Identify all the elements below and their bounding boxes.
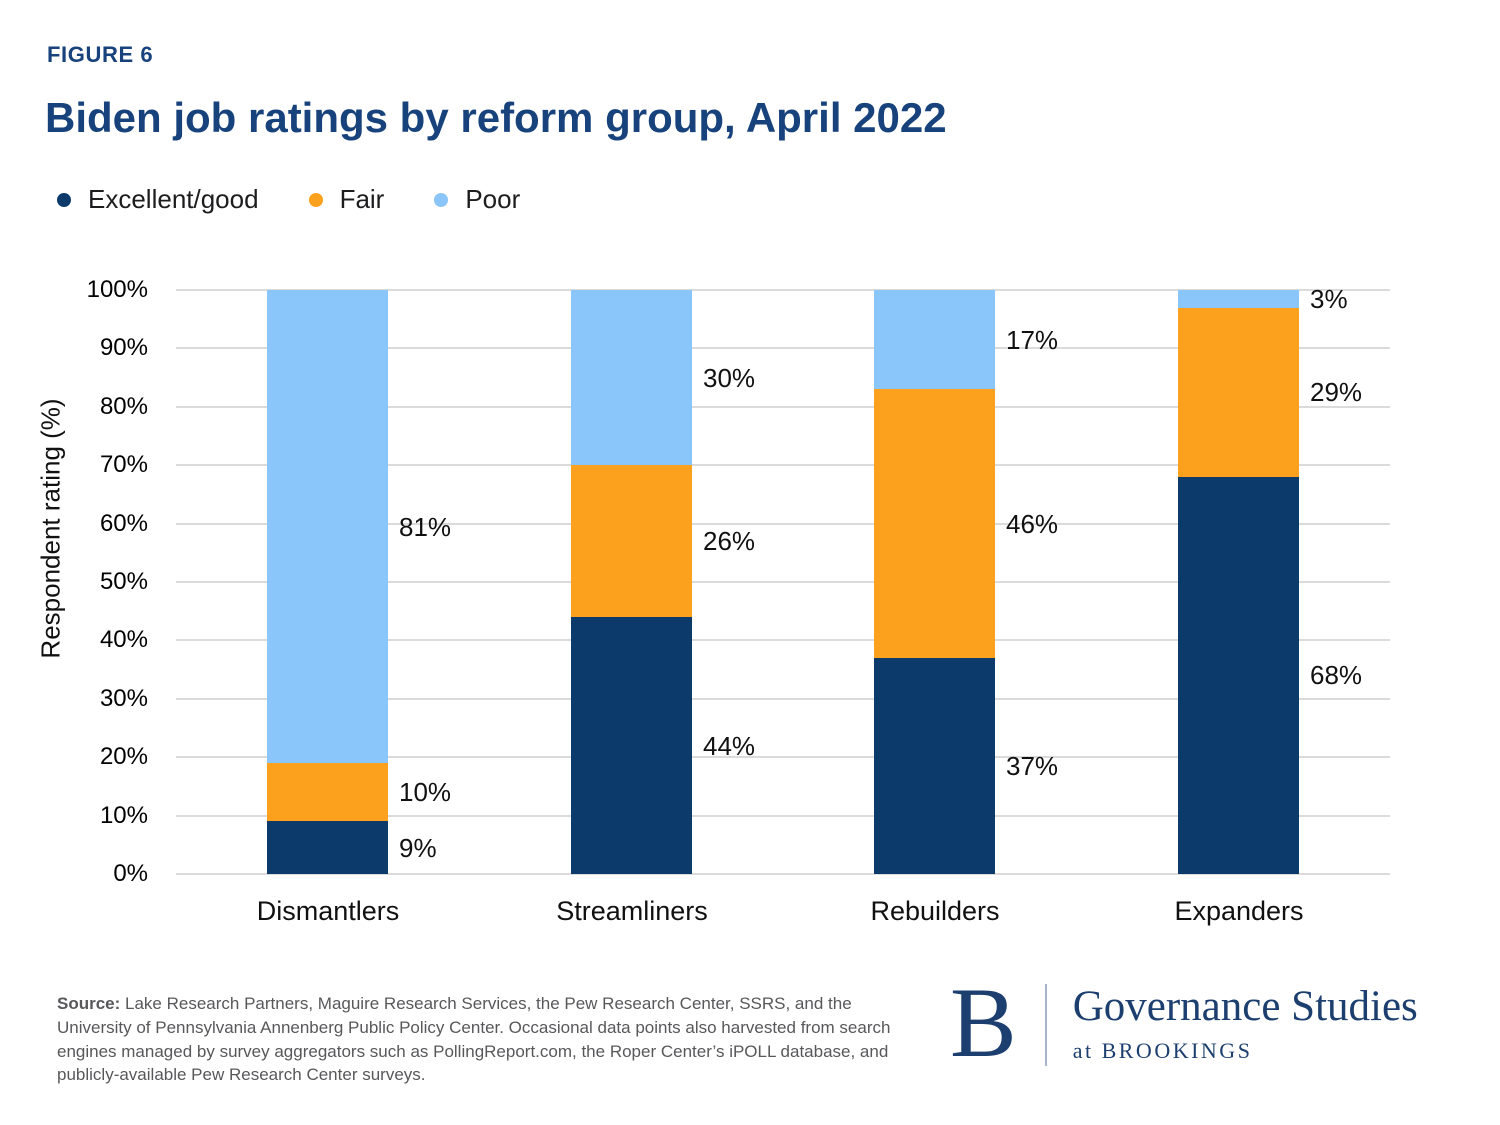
bar-value-label: 37% (1006, 751, 1059, 781)
legend-dot-icon (309, 193, 323, 207)
y-tick-label: 20% (99, 743, 148, 770)
legend-label: Fair (339, 184, 385, 214)
legend-label: Poor (465, 184, 521, 214)
brookings-b-logo: B (950, 967, 1017, 1078)
bar-segment (571, 290, 692, 465)
y-axis-title: Respondent rating (%) (35, 398, 66, 659)
bar-value-label: 44% (703, 731, 756, 761)
y-tick-label: 0% (113, 860, 148, 887)
bar-segment (267, 290, 388, 763)
bar-value-label: 3% (1310, 284, 1348, 314)
category-label: Dismantlers (256, 896, 400, 926)
legend-item (434, 184, 520, 215)
source-text: Lake Research Partners, Maguire Research Services, the Pew Research Center, SSRS, and the University of Pennsylvania Annenberg Public Policy Center. Occasional data points also harvested from search engines managed by survey aggregators such as PollingReport.com, the Roper Center’s iPOLL database, and publicly-available Pew Research Center surveys. (57, 994, 891, 1085)
legend-item (309, 184, 385, 215)
category-label: Streamliners (556, 896, 708, 926)
brookings-logo (950, 967, 1418, 1078)
page-title: Biden job ratings by reform group, April 2022 (45, 94, 947, 141)
bar-value-label: 81% (399, 512, 452, 542)
y-tick-label: 80% (99, 393, 148, 420)
y-tick-label: 40% (99, 626, 148, 653)
y-tick-label: 100% (86, 276, 148, 303)
source-label: Source: (57, 994, 121, 1013)
y-tick-label: 90% (99, 334, 148, 361)
bar-value-label: 46% (1006, 509, 1059, 539)
bar-value-label: 30% (703, 363, 756, 393)
bar-segment (1178, 290, 1299, 308)
y-tick-label: 70% (99, 451, 148, 478)
bar-segment (571, 617, 692, 874)
bar-value-label: 17% (1006, 325, 1059, 355)
y-tick-label: 30% (99, 685, 148, 712)
y-tick-label: 10% (99, 802, 148, 829)
y-tick-label: 60% (99, 510, 148, 537)
bar-value-label: 9% (399, 833, 437, 863)
bar-segment (874, 658, 995, 874)
logo-divider (1045, 984, 1047, 1066)
stacked-bar-chart (0, 270, 1500, 970)
category-label: Rebuilders (870, 896, 1000, 926)
bar-segment (1178, 477, 1299, 874)
chart-legend (57, 184, 570, 215)
logo-text-block (1073, 984, 1418, 1064)
category-label: Expanders (1174, 896, 1304, 926)
bar-segment (267, 763, 388, 821)
logo-tagline: at BROOKINGS (1072, 1038, 1253, 1063)
bar-value-label: 26% (703, 526, 756, 556)
bar-segment (1178, 308, 1299, 477)
bar-value-label: 29% (1310, 377, 1363, 407)
bar-value-label: 10% (399, 777, 452, 807)
legend-label: Excellent/good (88, 184, 259, 214)
y-tick-label: 50% (99, 568, 148, 595)
bar-segment (874, 290, 995, 389)
legend-dot-icon (434, 193, 448, 207)
logo-name: Governance Studies (1072, 983, 1418, 1030)
legend-item (57, 184, 259, 215)
legend-dot-icon (57, 193, 71, 207)
source-note (57, 992, 915, 1087)
bar-segment (267, 821, 388, 874)
bar-segment (874, 389, 995, 658)
figure-label: FIGURE 6 (47, 42, 154, 67)
bar-value-label: 68% (1310, 660, 1363, 690)
bar-segment (571, 465, 692, 617)
